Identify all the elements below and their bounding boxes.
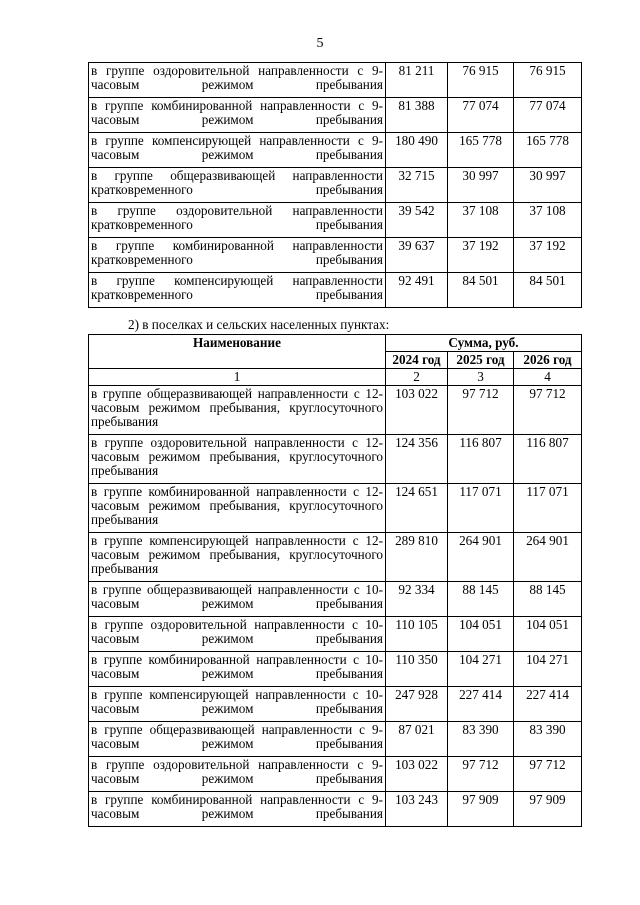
cost-table-villages [88,334,582,827]
value-2025: 97 712 [448,386,514,435]
value-2025: 30 997 [448,168,514,203]
section-heading: 2) в поселках и сельских населенных пунктах: [128,317,390,332]
value-2024: 124 356 [386,435,448,484]
cost-table-continued [88,62,582,308]
value-2026: 104 051 [514,617,582,652]
row-name: в группе оздоровительной направленности с 12-часовым режимом пребывания, круглосуточного пребывания [89,435,386,484]
value-2026: 88 145 [514,582,582,617]
col-number: 4 [514,369,582,386]
table-row [89,652,582,687]
row-name: в группе компенсирующей направленности с 9-часовым режимом пребывания [89,133,386,168]
table-row [89,386,582,435]
row-name: в группе компенсирующей направленности кратковременного пребывания [89,273,386,308]
value-2025: 104 271 [448,652,514,687]
value-2024: 110 350 [386,652,448,687]
row-name: в группе компенсирующей направленности с 12-часовым режимом пребывания, круглосуточного пребывания [89,533,386,582]
row-name: в группе общеразвивающей направленности с 9-часовым режимом пребывания [89,722,386,757]
header-sum: Сумма, руб. [386,335,582,352]
row-name: в группе общеразвивающей направленности кратковременного пребывания [89,168,386,203]
table-row [89,273,582,308]
value-2024: 92 491 [386,273,448,308]
value-2025: 117 071 [448,484,514,533]
value-2026: 264 901 [514,533,582,582]
table-row [89,533,582,582]
value-2025: 84 501 [448,273,514,308]
col-number: 3 [448,369,514,386]
value-2026: 117 071 [514,484,582,533]
row-name: в группе оздоровительной направленности кратковременного пребывания [89,203,386,238]
value-2024: 110 105 [386,617,448,652]
table-row [89,792,582,827]
header-year-2024: 2024 год [386,352,448,369]
value-2025: 104 051 [448,617,514,652]
value-2025: 165 778 [448,133,514,168]
value-2025: 77 074 [448,98,514,133]
row-name: в группе комбинированной направленности кратковременного пребывания [89,238,386,273]
row-name: в группе комбинированной направленности с 9-часовым режимом пребывания [89,98,386,133]
value-2025: 76 915 [448,63,514,98]
value-2025: 83 390 [448,722,514,757]
row-name: в группе комбинированной направленности с 12-часовым режимом пребывания, круглосуточного пребывания [89,484,386,533]
header-year-2026: 2026 год [514,352,582,369]
value-2025: 264 901 [448,533,514,582]
header-name: Наименование [89,335,386,369]
value-2024: 39 542 [386,203,448,238]
value-2025: 37 108 [448,203,514,238]
value-2026: 116 807 [514,435,582,484]
table-row [89,435,582,484]
table-row [89,484,582,533]
value-2026: 37 108 [514,203,582,238]
row-name: в группе комбинированной направленности с 9-часовым режимом пребывания [89,792,386,827]
value-2024: 103 243 [386,792,448,827]
table-row [89,63,582,98]
row-name: в группе оздоровительной направленности с 9-часовым режимом пребывания [89,757,386,792]
table-row [89,687,582,722]
col-number: 2 [386,369,448,386]
value-2026: 227 414 [514,687,582,722]
value-2024: 103 022 [386,757,448,792]
value-2026: 97 712 [514,757,582,792]
value-2026: 37 192 [514,238,582,273]
value-2026: 76 915 [514,63,582,98]
value-2024: 289 810 [386,533,448,582]
table-row [89,238,582,273]
table-row [89,722,582,757]
value-2026: 83 390 [514,722,582,757]
row-name: в группе комбинированной направленности с 10-часовым режимом пребывания [89,652,386,687]
table-row [89,133,582,168]
value-2025: 116 807 [448,435,514,484]
value-2025: 227 414 [448,687,514,722]
row-name: в группе компенсирующей направленности с 10-часовым режимом пребывания [89,687,386,722]
value-2026: 165 778 [514,133,582,168]
value-2024: 247 928 [386,687,448,722]
row-name: в группе общеразвивающей направленности с 10-часовым режимом пребывания [89,582,386,617]
table-row [89,168,582,203]
value-2025: 37 192 [448,238,514,273]
row-name: в группе общеразвивающей направленности с 12-часовым режимом пребывания, круглосуточного пребывания [89,386,386,435]
value-2024: 180 490 [386,133,448,168]
row-name: в группе оздоровительной направленности с 10-часовым режимом пребывания [89,617,386,652]
value-2026: 84 501 [514,273,582,308]
col-number: 1 [89,369,386,386]
table-row [89,617,582,652]
value-2025: 97 909 [448,792,514,827]
header-year-2025: 2025 год [448,352,514,369]
value-2026: 97 909 [514,792,582,827]
value-2026: 77 074 [514,98,582,133]
value-2026: 30 997 [514,168,582,203]
page-number: 5 [316,36,324,51]
table-row [89,203,582,238]
row-name: в группе оздоровительной направленности с 9-часовым режимом пребывания [89,63,386,98]
value-2024: 81 211 [386,63,448,98]
table-row [89,582,582,617]
value-2024: 81 388 [386,98,448,133]
value-2024: 32 715 [386,168,448,203]
value-2024: 103 022 [386,386,448,435]
value-2024: 92 334 [386,582,448,617]
value-2026: 97 712 [514,386,582,435]
value-2025: 97 712 [448,757,514,792]
value-2024: 39 637 [386,238,448,273]
value-2026: 104 271 [514,652,582,687]
value-2024: 124 651 [386,484,448,533]
table-row [89,757,582,792]
value-2024: 87 021 [386,722,448,757]
table-row [89,98,582,133]
value-2025: 88 145 [448,582,514,617]
